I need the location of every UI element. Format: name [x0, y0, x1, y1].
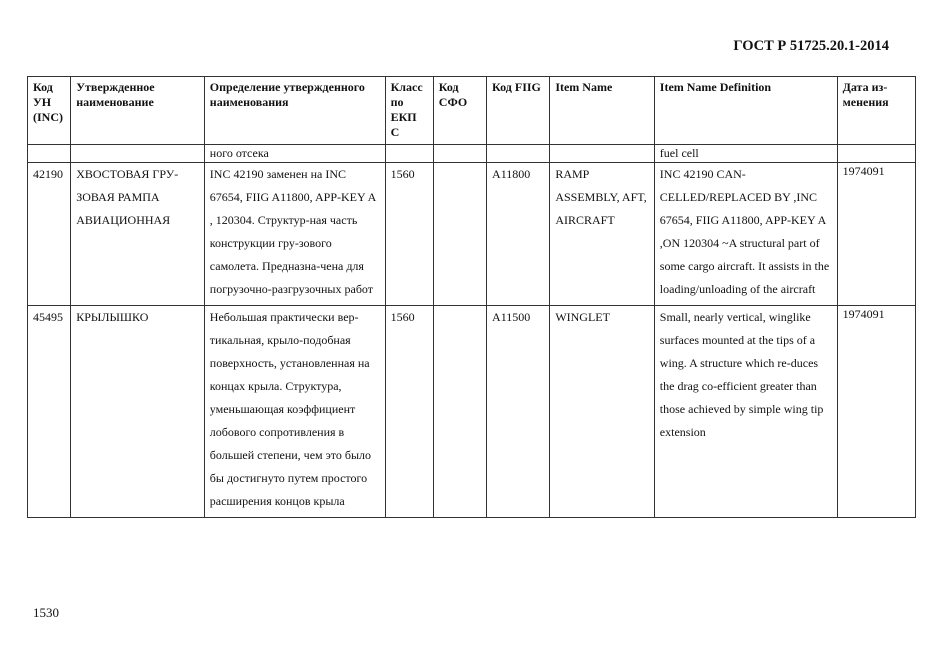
header-fiig: Код FIIG — [487, 77, 550, 145]
cell-item-definition: Small, nearly vertical, winglike surfaces mounted at the tips of a wing. A structure which re-duces the drag co-efficient greater than those achieved by simple wing tip extension — [654, 306, 837, 518]
cell-empty — [71, 145, 205, 163]
cell-definition: INC 42190 заменен на INC 67654, FIIG A11800, APP-KEY A , 120304. Структур-ная часть конструкции гру-зового самолета. Предназна-чена для погрузочно-разгрузочных работ — [204, 163, 385, 306]
header-sfo: Код СФО — [433, 77, 486, 145]
cell-sfo — [433, 163, 486, 306]
cell-empty — [550, 145, 654, 163]
header-item-definition: Item Name Definition — [654, 77, 837, 145]
cell-empty — [385, 145, 433, 163]
cell-empty — [433, 145, 486, 163]
header-change-date: Дата из-менения — [837, 77, 915, 145]
cell-fiig: A11500 — [487, 306, 550, 518]
header-class: Класс по ЕКП С — [385, 77, 433, 145]
cell-item-definition: INC 42190 CAN-CELLED/REPLACED BY ,INC 67654, FIIG A11800, APP-KEY A ,ON 120304 ~A structural part of some cargo aircraft. It assists in the loading/unloading of the aircraft — [654, 163, 837, 306]
page-number: 1530 — [33, 605, 59, 620]
table-row — [28, 306, 916, 518]
cell-name: КРЫЛЫШКО — [71, 306, 205, 518]
cell-definition: ного отсека — [204, 145, 385, 163]
header-item-name: Item Name — [550, 77, 654, 145]
cell-item-name: WINGLET — [550, 306, 654, 518]
cell-fiig: A11800 — [487, 163, 550, 306]
cell-empty — [487, 145, 550, 163]
header-inc: Код УН (INC) — [28, 77, 71, 145]
table-header-row — [28, 77, 916, 145]
header-definition: Определение утвержденного наименования — [204, 77, 385, 145]
catalog-table — [27, 76, 916, 518]
cell-definition: Небольшая практически вер-тикальная, крыло-подобная поверхность, установленная на концах крыла. Структура, уменьшающая коэффициент лобового сопротивления в большей степени, чем это было бы достигнуто путем простого расширения концов крыла — [204, 306, 385, 518]
cell-date: 1974091 — [837, 306, 915, 518]
cell-name: ХВОСТОВАЯ ГРУ-ЗОВАЯ РАМПА АВИАЦИОННАЯ — [71, 163, 205, 306]
document-standard-number: ГОСТ Р 51725.20.1-2014 — [733, 38, 889, 54]
cell-class: 1560 — [385, 306, 433, 518]
cell-item-definition: fuel cell — [654, 145, 837, 163]
continuation-row — [28, 145, 916, 163]
cell-class: 1560 — [385, 163, 433, 306]
cell-inc: 42190 — [28, 163, 71, 306]
header-approved-name: Утвержденное наименование — [71, 77, 205, 145]
cell-sfo — [433, 306, 486, 518]
cell-date: 1974091 — [837, 163, 915, 306]
cell-empty — [28, 145, 71, 163]
table-row — [28, 163, 916, 306]
cell-item-name: RAMP ASSEMBLY, AFT, AIRCRAFT — [550, 163, 654, 306]
cell-empty — [837, 145, 915, 163]
cell-inc: 45495 — [28, 306, 71, 518]
